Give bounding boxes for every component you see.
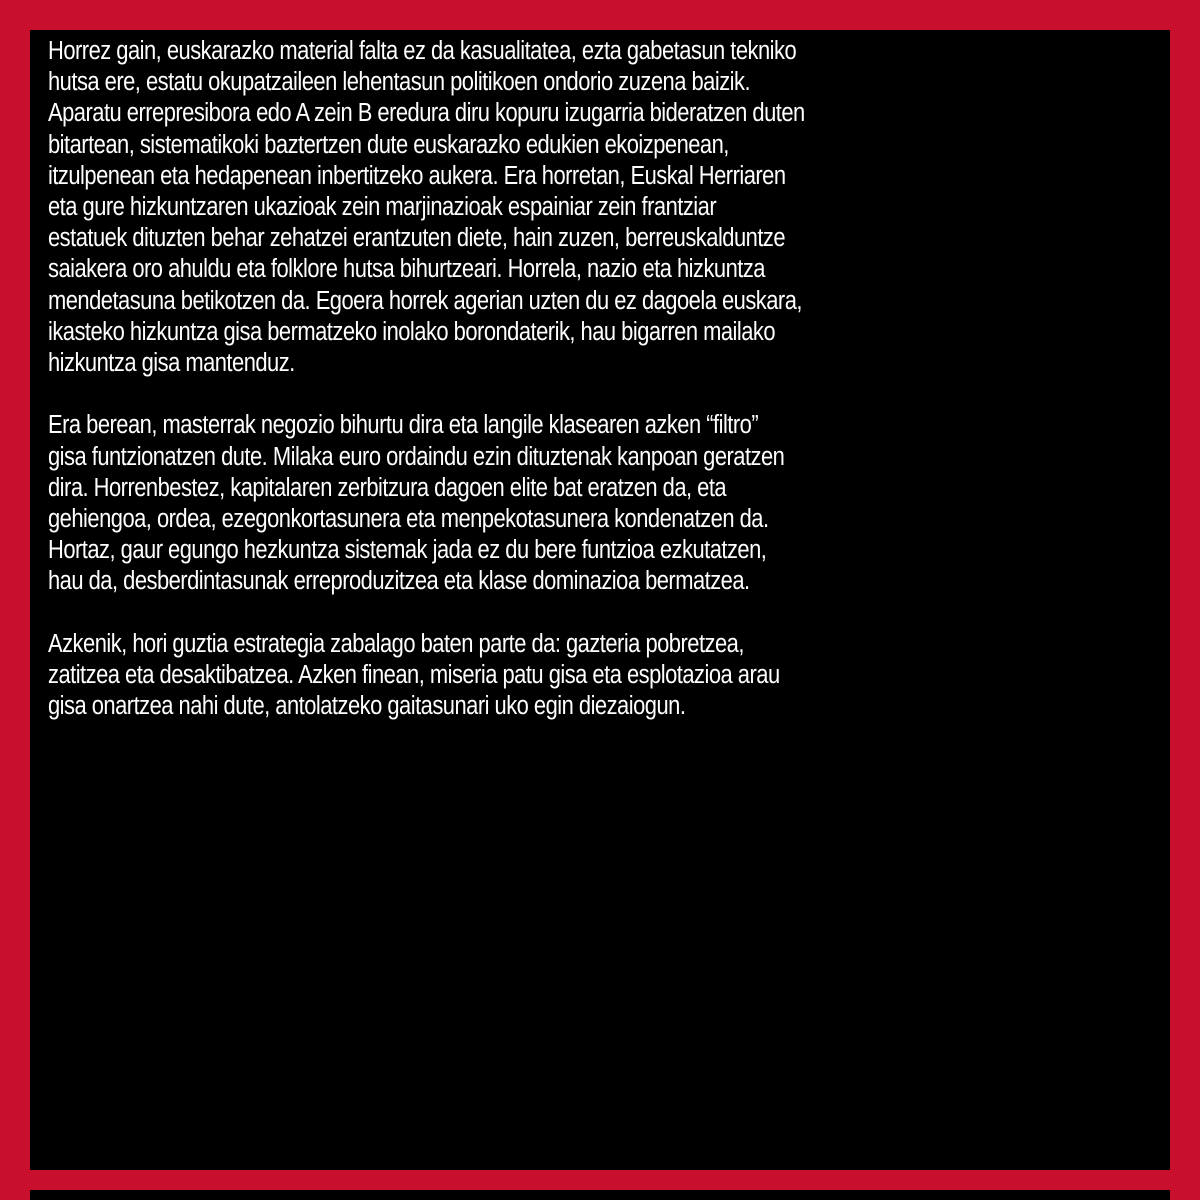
paragraph-1 (48, 36, 1145, 379)
paragraph-line: bitartean, sistematikoki baztertzen dute euskarazko edukien ekoizpenean, (48, 130, 729, 159)
paragraph-line: Aparatu errepresibora edo A zein B eredura diru kopuru izugarria bideratzen duten (48, 99, 805, 128)
paragraph-line: hau da, desberdintasunak erreproduzitzea eta klase dominazioa bermatzea. (48, 567, 750, 596)
bottom-black-strip (30, 1190, 1170, 1200)
paragraph-line: mendetasuna betikotzen da. Egoera horrek agerian uzten du ez dagoela euskara, (48, 286, 802, 315)
paragraph-line: saiakera oro ahuldu eta folklore hutsa bihurtzeari. Horrela, nazio eta hizkuntza (48, 255, 765, 284)
paragraph-line: gisa funtzionatzen dute. Milaka euro ordaindu ezin dituztenak kanpoan geratzen (48, 442, 785, 471)
paragraph-2 (48, 410, 1145, 597)
paragraph-line: Hortaz, gaur egungo hezkuntza sistemak jada ez du bere funtzioa ezkutatzen, (48, 536, 767, 565)
paragraph-line: itzulpenean eta hedapenean inbertitzeko aukera. Era horretan, Euskal Herriaren (48, 161, 786, 190)
body-text (48, 36, 1145, 722)
paragraph-line: gisa onartzea nahi dute, antolatzeko gaitasunari uko egin diezaiogun. (48, 692, 686, 721)
paragraph-3 (48, 629, 1145, 723)
paragraph-line: dira. Horrenbestez, kapitalaren zerbitzura dagoen elite bat eratzen da, eta (48, 473, 727, 502)
text-panel (30, 30, 1170, 1170)
paragraph-line: ikasteko hizkuntza gisa bermatzeko inolako borondaterik, hau bigarren mailako (48, 317, 776, 346)
paragraph-line: Horrez gain, euskarazko material falta ez da kasualitatea, ezta gabetasun tekniko (48, 37, 797, 65)
paragraph-line: hutsa ere, estatu okupatzaileen lehentasun politikoen ondorio zuzena baizik. (48, 68, 751, 97)
paragraph-line: Azkenik, hori guztia estrategia zabalago baten parte da: gazteria pobretzea, (48, 629, 744, 658)
paragraph-line: zatitzea eta desaktibatzea. Azken finean, miseria patu gisa eta esplotazioa arau (48, 661, 780, 690)
paragraph-line: gehiengoa, ordea, ezegonkortasunera eta menpekotasunera kondenatzen da. (48, 505, 769, 534)
paragraph-line: Era berean, masterrak negozio bihurtu dira eta langile klasearen azken “filtro” (48, 411, 759, 440)
paragraph-line: hizkuntza gisa mantenduz. (48, 349, 295, 378)
paragraph-line: estatuek dituzten behar zehatzei erantzuten diete, hain zuzen, berreuskalduntze (48, 224, 786, 253)
paragraph-line: eta gure hizkuntzaren ukazioak zein marjinazioak espainiar zein frantziar (48, 193, 717, 222)
